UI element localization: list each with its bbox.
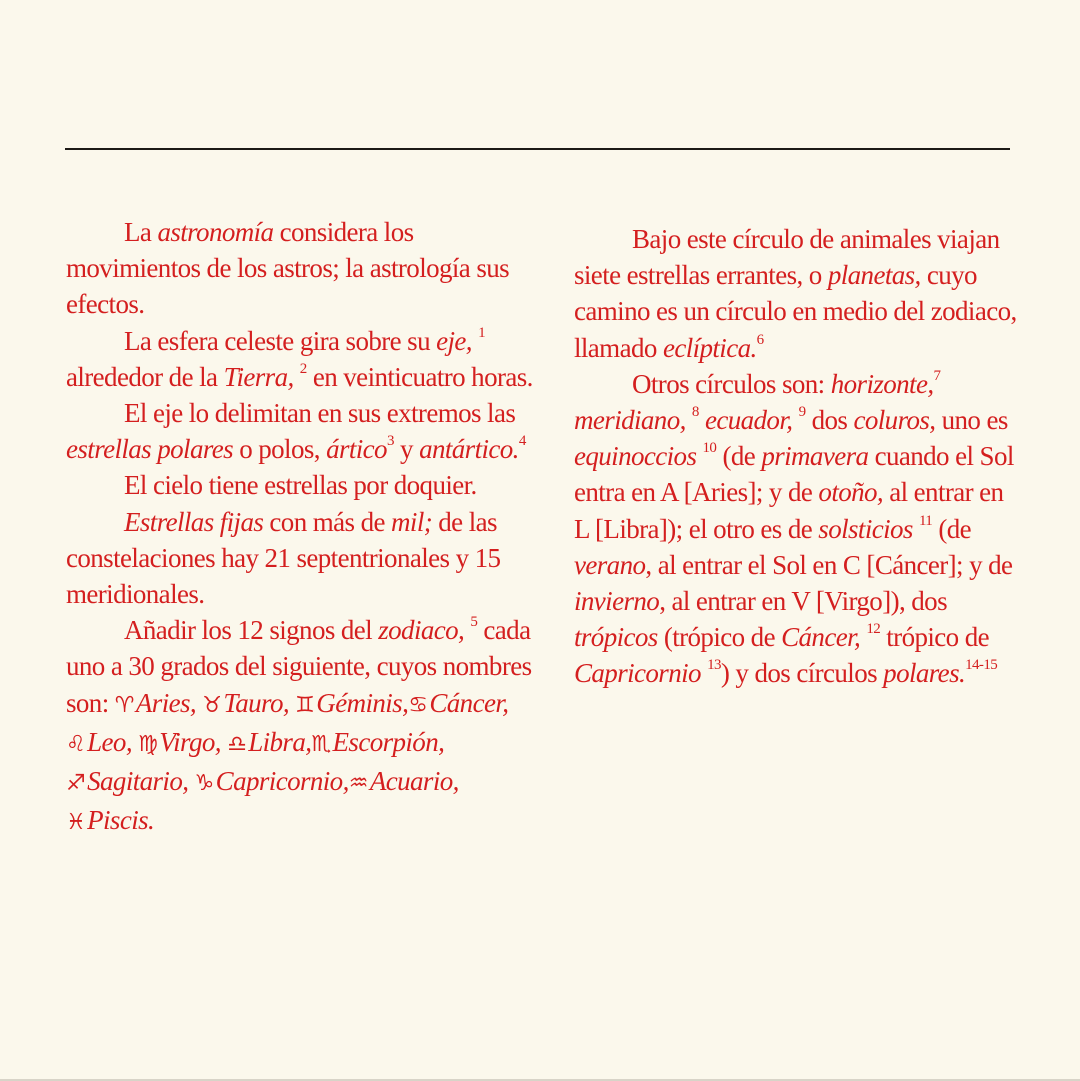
left-column <box>66 214 536 841</box>
zodiac-sign-scorpio: ♏Escorpión, <box>311 726 445 757</box>
capricorn-symbol-icon: ♑ <box>194 771 214 797</box>
aquarius-symbol-icon: ♒ <box>348 771 368 797</box>
footnote-ref: 11 <box>918 512 933 529</box>
right-column <box>574 221 1019 692</box>
footnote-ref: 13 <box>707 657 721 674</box>
footnote-ref: 10 <box>702 440 717 457</box>
gemini-symbol-icon: ♊ <box>295 692 315 718</box>
footnote-ref: 9 <box>798 404 806 421</box>
zodiac-sign-capricorn: ♑Capricornio, <box>194 766 349 797</box>
paragraph-axis: El eje lo delimitan en sus extremos las estrellas polares o polos, ártico$^3$ y antártico.$^4$ <box>66 398 526 465</box>
leo-symbol-icon: ♌ <box>66 731 86 757</box>
zodiac-sign-pisces: ♓Piscis. <box>66 805 155 836</box>
top-rule <box>65 148 1010 150</box>
zodiac-sign-leo: ♌Leo, <box>66 726 139 757</box>
zodiac-sign-gemini: ♊Géminis, <box>295 687 409 718</box>
zodiac-sign-aquarius: ♒Acuario, <box>348 766 459 797</box>
footnote-ref: 4 <box>518 433 526 450</box>
footnote-ref: 5 <box>470 614 478 631</box>
footnote-ref: 12 <box>866 621 881 638</box>
paragraph-astronomy: La astronomía considera los movimientos de los astros; la astrología sus efectos. <box>66 217 510 320</box>
zodiac-sign-taurus: ♉Tauro, <box>202 687 290 718</box>
zodiac-sign-libra: ♎Libra, <box>227 726 312 757</box>
paragraph-planets: Bajo este círculo de animales viajan siete estrellas errantes, o planetas, cuyo camino es un círculo en medio del zodiaco, llamado eclíptica.$^6$ <box>574 224 1017 363</box>
zodiac-sign-cancer: ♋Cáncer, <box>408 687 509 718</box>
footnote-ref: 6 <box>756 331 764 348</box>
paragraph-fixed-stars: Estrellas fijas con más de mil; de las constelaciones hay 21 septentrionales y 15 meridionales. <box>66 506 501 610</box>
taurus-symbol-icon: ♉ <box>202 692 222 718</box>
paragraph-celestial-sphere: La esfera celeste gira sobre su eje, $^1$ alrededor de la Tierra, $^2$ en veinticuatro horas. <box>66 324 533 392</box>
aries-symbol-icon: ♈ <box>114 692 134 718</box>
zodiac-sign-sagittarius: ♐Sagitario, <box>66 766 189 797</box>
paragraph-stars: El cielo tiene estrellas por doquier. <box>124 470 477 501</box>
footnote-ref: 2 <box>299 360 307 377</box>
paragraph-other-circles: Otros círculos son: horizonte,$^7$ meridiano, $^8$ ecuador, $^9$ dos coluros, uno es equinoccios $^{10}$ (de primavera cuando el Sol entra en A [Aries]; y de otoño, al entrar en L [Libra]); el otro es de solsticios $^{11}$ (de verano, al entrar el Sol en C [Cáncer]; y de invierno, al entrar en V [Virgo]), dos trópicos (trópico de Cáncer, $^{12}$ trópico de Capricornio $^{13}$) y dos círculos polares.$^{14-15}$ <box>574 367 1014 689</box>
pisces-symbol-icon: ♓ <box>66 810 86 836</box>
zodiac-sign-aries: ♈Aries, <box>114 687 203 718</box>
footnote-ref: 1 <box>478 324 486 341</box>
virgo-symbol-icon: ♍ <box>138 731 158 757</box>
zodiac-sign-virgo: ♍Virgo, <box>138 726 221 757</box>
paragraph-zodiac: Añadir los 12 signos del zodiaco, $^5$ cada uno a 30 grados del siguiente, cuyos nombres son: ♈Aries, ♉Tauro, ♊Géminis,♋Cáncer, ♌Leo, ♍Virgo, ♎Libra,♏Escorpión, ♐Sagitario, ♑Capricornio,♒Acuario, ♓Piscis. <box>66 614 532 836</box>
libra-symbol-icon: ♎ <box>227 731 247 757</box>
scorpio-symbol-icon: ♏ <box>311 731 331 757</box>
sagittarius-symbol-icon: ♐ <box>66 771 86 797</box>
footnote-ref: 8 <box>691 404 699 421</box>
cancer-symbol-icon: ♋ <box>408 692 428 718</box>
footnote-ref: 7 <box>933 367 941 384</box>
footnote-ref: 14-15 <box>965 657 998 674</box>
footnote-ref: 3 <box>386 433 394 450</box>
